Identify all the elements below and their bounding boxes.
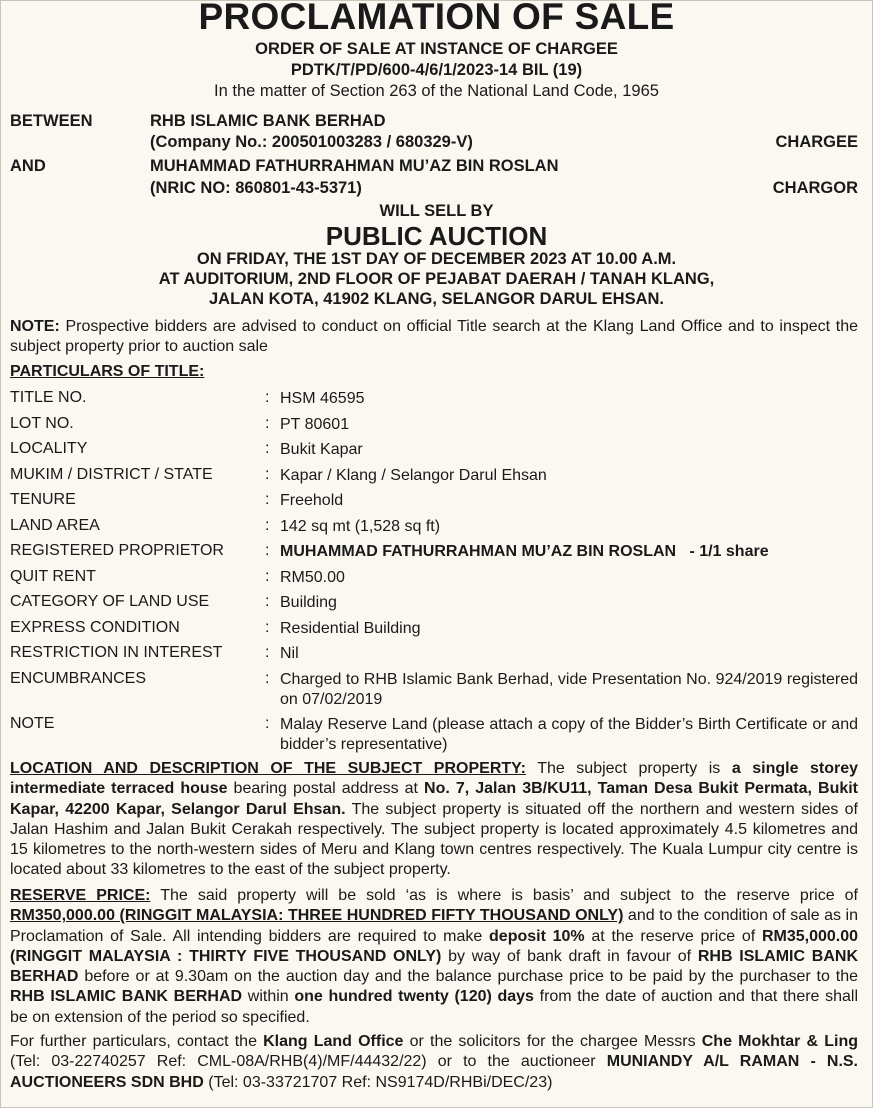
auctioneer: MUNIANDY A/L RAMAN - N.S. AUCTIONEERS SDN BHD [10,1053,858,1091]
property-type: a single storey intermediate terraced house [10,760,859,798]
contact-text-3: (Tel: 03-22740257 Ref: CML-08A/RHB(4)/MF/44432/22) or to the auctioneer [10,1053,607,1071]
location-text-2: bearing postal address at [227,780,425,798]
solicitors: Che Mokhtar & Ling [701,1033,859,1050]
reference-number: PDTK/T/PD/600-4/6/1/2023-14 BIL (19) [290,61,583,79]
particulars-list [10,386,860,758]
particulars-key: QUIT RENT [10,567,96,585]
particulars-value: Freehold [280,492,344,509]
particulars-value: HSM 46595 [280,390,365,407]
location-text-3: The subject property is situated off the northern and western sides of Jalan Hashim and Jalan Bukit Cerakah respectively. The subject property is located approximately 4.5 kilometres and 15 kilometres to the north-western sides of Meru and Klang town centres respectively. The Kuala Lumpur city centre is located about 33 kilometres to the east of the subject property. [10,800,859,879]
particulars-row [10,386,860,412]
particulars-colon: : [265,593,270,610]
auction-date: ON FRIDAY, THE 1ST DAY OF DECEMBER 2023 AT 10.00 A.M. [196,250,677,268]
particulars-colon: : [265,516,270,534]
contact-text-2: or the solicitors for the chargee Messrs [403,1033,702,1050]
particulars-key: EXPRESS CONDITION [10,618,180,636]
note-text: Prospective bidders are advised to conduct on official Title search at the Klang Land Office and to inspect the subject property prior to auction sale [10,318,858,356]
particulars-row [10,641,860,667]
particulars-value: RM50.00 [280,568,345,586]
party-chargor [10,155,858,199]
particulars-row [10,488,860,514]
location-paragraph [10,759,858,881]
bank-name-1: RHB ISLAMIC BANK BERHAD [10,947,858,986]
particulars-key: MUKIM / DISTRICT / STATE [10,465,213,483]
chargor-nric: (NRIC NO: 860801-43-5371) [150,179,362,197]
particulars-colon: : [265,715,270,732]
land-office: Klang Land Office [263,1033,404,1050]
particulars-row [10,712,860,758]
reserve-price-label: RESERVE PRICE: [10,887,151,904]
particulars-key: TITLE NO. [10,389,87,406]
public-auction-heading: PUBLIC AUCTION [325,221,548,251]
auction-venue-line1: AT AUDITORIUM, 2ND FLOOR OF PEJABAT DAERAH / TANAH KLANG, [158,270,715,288]
reserve-price-paragraph [10,886,858,1028]
reserve-text-3: at the reserve price of [584,927,762,945]
location-label: LOCATION AND DESCRIPTION OF THE SUBJECT PROPERTY: [10,760,526,777]
particulars-value: Building [280,594,337,611]
reserve-text-7: from the date of auction and that there shall be on extension of the period so specified. [10,988,859,1026]
particulars-row [10,539,860,565]
particulars-key: CATEGORY OF LAND USE [10,593,210,610]
auction-venue-line2: JALAN KOTA, 41902 KLANG, SELANGOR DARUL EHSAN. [208,290,665,308]
particulars-colon: : [265,644,270,661]
payment-period: one hundred twenty (120) days [294,988,534,1006]
particulars-colon: : [265,669,270,687]
particulars-colon: : [265,440,270,457]
particulars-key: LOT NO. [10,414,74,432]
chargee-company-no: (Company No.: 200501003283 / 680329-V) [150,133,473,151]
particulars-value: Kapar / Klang / Selangor Darul Ehsan [280,466,547,484]
reserve-text-2: and to the condition of sale as in Proclamation of Sale. All intending bidders are required to make [10,907,859,945]
note-label: NOTE: [10,318,60,335]
contact-paragraph [10,1032,858,1093]
particulars-key: RESTRICTION IN INTEREST [10,644,223,661]
contact-text-1: For further particulars, contact the [10,1033,264,1050]
particulars-colon: : [265,389,270,406]
particulars-colon: : [265,618,270,636]
particulars-colon: : [265,542,270,559]
particulars-row [10,616,860,642]
particulars-row [10,565,860,591]
particulars-key: ENCUMBRANCES [10,669,147,687]
particulars-row [10,412,860,438]
chargor-role: CHARGOR [772,179,858,197]
particulars-key: TENURE [10,491,76,508]
particulars-value: Residential Building [280,619,421,637]
order-of-sale-subtitle: ORDER OF SALE AT INSTANCE OF CHARGEE [255,40,618,58]
particulars-key: LOCALITY [10,440,88,457]
particulars-value: Charged to RHB Islamic Bank Berhad, vide Presentation No. 924/2019 registered on 07/02/2019 [280,670,858,708]
party-chargee [10,110,858,154]
particulars-row [10,514,860,540]
deposit-amount: RM35,000.00 (RINGGIT MALAYSIA : THIRTY FIVE THOUSAND ONLY) [10,927,859,965]
particulars-value: 142 sq mt (1,528 sq ft) [280,517,441,535]
particulars-colon: : [265,567,270,585]
particulars-row [10,590,860,616]
between-label: BETWEEN [10,112,93,130]
and-label: AND [10,157,46,175]
deposit-percent: deposit 10% [489,927,585,945]
document-title: PROCLAMATION OF SALE [198,0,675,37]
particulars-row [10,667,860,713]
particulars-value: Malay Reserve Land (please attach a copy of the Bidder’s Birth Certificate or and bidder’s representative) [280,716,858,753]
will-sell-by: WILL SELL BY [379,202,494,220]
legal-matter: In the matter of Section 263 of the National Land Code, 1965 [214,82,659,100]
chargee-role: CHARGEE [775,133,858,151]
chargee-name: RHB ISLAMIC BANK BERHAD [150,112,386,130]
particulars-value: PT 80601 [280,415,350,433]
note-paragraph [10,317,858,358]
particulars-value: MUHAMMAD FATHURRAHMAN MU’AZ BIN ROSLAN - 1/1 share [280,543,769,560]
particulars-colon: : [265,491,270,508]
reserve-text-6: within [242,988,295,1006]
particulars-key: NOTE [10,715,55,732]
particulars-value: Nil [280,645,299,662]
particulars-heading: PARTICULARS OF TITLE: [10,363,205,380]
particulars-colon: : [265,465,270,483]
particulars-row [10,437,860,463]
bank-name-2: RHB ISLAMIC BANK BERHAD [10,988,243,1006]
particulars-colon: : [265,414,270,432]
chargor-name: MUHAMMAD FATHURRAHMAN MU’AZ BIN ROSLAN [150,157,559,175]
location-text-1: The subject property is [525,760,732,777]
reserve-text-4: by way of bank draft in favour of [441,947,698,965]
postal-address: No. 7, Jalan 3B/KU11, Taman Desa Bukit Permata, Bukit Kapar, 42200 Kapar, Selangor Darul Ehsan. [10,780,859,818]
reserve-text-1: The said property will be sold ‘as is where is basis’ and subject to the reserve price of [150,887,858,904]
reserve-text-5: before or at 9.30am on the auction day and the balance purchase price to be paid by the purchaser to the [78,968,858,986]
particulars-row [10,463,860,489]
particulars-value: Bukit Kapar [280,441,363,458]
contact-text-4: (Tel: 03-33721707 Ref: NS9174D/RHBi/DEC/23) [203,1073,553,1091]
particulars-key: LAND AREA [10,516,100,534]
particulars-key: REGISTERED PROPRIETOR [10,542,224,559]
reserve-price-amount: RM350,000.00 (RINGGIT MALAYSIA: THREE HUNDRED FIFTY THOUSAND ONLY) [10,907,624,925]
